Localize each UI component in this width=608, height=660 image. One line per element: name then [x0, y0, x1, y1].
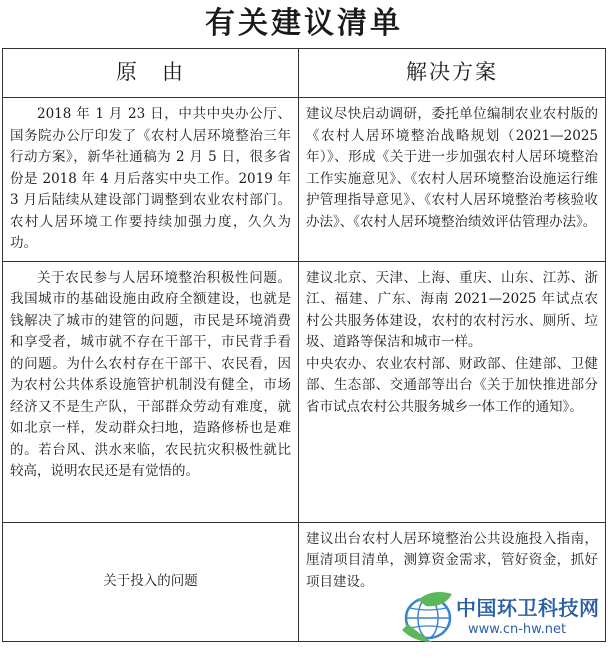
- globe-leaf-icon: [398, 586, 460, 646]
- page-title: 有关建议清单: [205, 6, 403, 41]
- suggestion-table: [2, 48, 606, 642]
- watermark-url: www.cn-hw.net: [468, 622, 567, 637]
- table-row: [3, 261, 606, 522]
- site-watermark: [398, 586, 603, 656]
- solution-cell: [299, 261, 606, 522]
- watermark-site-name: 中国环卫科技网: [456, 596, 600, 620]
- solution-text: 建议北京、天津、上海、重庆、山东、江苏、浙江、福建、广东、海南 2021—2025 年试点农村公共服务体建设，农村的农村污水、厕所、垃圾、道路等保洁和城市一样。: [306, 269, 598, 350]
- solution-text: 建议尽快启动调研，委托单位编制农业农村版的《农村人居环境整治战略规划（2021—2025 年）》、形成《关于进一步加强农村人居环境整治工作实施意见》、《农村人居环境整治设施运行维护管理指导意见》、《农村人居环境整治考核验收办法》、《农村人居环境整治绩效评估管理办法》。: [306, 106, 598, 230]
- table-row: [3, 98, 606, 262]
- table-header-row: [3, 49, 606, 98]
- header-cause: 原 由: [3, 49, 299, 98]
- cause-text: 关于投入的问题: [103, 572, 198, 589]
- cause-cell: [3, 261, 299, 522]
- header-solution: 解决方案: [299, 49, 606, 98]
- solution-cell: [299, 98, 606, 262]
- cause-text: 关于农民参与人居环境整治积极性问题。我国城市的基础设施由政府全额建设，也就是钱解决了城市的建管的问题，市民是环境消费和享受者，城市就不存在干部干，市民背手看的问题。为什么农村存在干部干、农民看，因为农村公共体系设施管护机制没有健全，市场经济又不是生产队，干部群众劳动有难度，就如北京一样，发动群众扫地，造路修桥也是难的。若台风、洪水来临，农民抗灾积极性就比较高，说明农民还是有觉悟的。: [10, 269, 291, 479]
- solution-text: 建议出台农村人居环境整治公共设施投入指南，厘清项目清单，测算资金需求，管好资金，抓好项目建设。: [306, 530, 598, 590]
- cause-text: 2018 年 1 月 23 日，中共中央办公厅、国务院办公厅印发了《农村人居环境整治三年行动方案》，新华社通稿为 2 月 5 日，很多省份是 2018 年 4 月后落实中央工作。2019 年 3 月后陆续从建设部门调整到农业农村部门。农村人居环境工作要持续加强力度，久久为功。: [10, 106, 291, 251]
- cause-cell: [3, 522, 299, 641]
- solution-text: 中央农办、农业农村部、财政部、住建部、卫健部、生态部、交通部等出台《关于加快推进部分省市试点农村公共服务城乡一体工作的通知》。: [306, 355, 598, 415]
- cause-cell: [3, 98, 299, 262]
